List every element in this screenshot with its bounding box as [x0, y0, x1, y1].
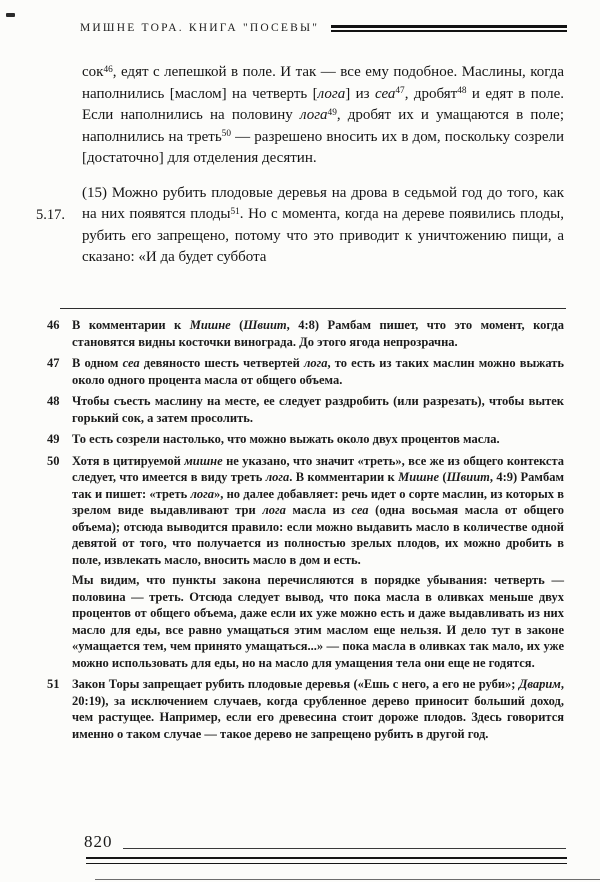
footnote-paragraph: Закон Торы запрещает рубить плодовые деревья («Ешь с него, а его не руби»; Дварим, 20:19), за исключением случаев, когда срубленное дерево приносит больший доход, чем растущее. Например, если его древесина стоит дороже плодов. Здесь говорится именно о таком случае — такое дерево не запрещено рубить в другой год.: [72, 677, 564, 741]
footnote-number: 49: [47, 432, 60, 446]
footnote-number: 46: [47, 318, 60, 332]
footnote-ref: 50: [221, 129, 231, 140]
scan-artifact: [95, 879, 600, 880]
footnote: [47, 676, 564, 742]
italic-term: лога: [303, 356, 328, 370]
italic-term: лога: [262, 503, 286, 517]
footnote-text: [72, 676, 564, 742]
footnote-paragraph: То есть созрели настолько, что можно выжать около двух процентов масла.: [72, 432, 500, 446]
footnote-number: 47: [47, 356, 60, 370]
paragraph: сок$^{46}$, едят с лепешкой в поле. И так — все ему подобное. Маслины, когда наполнились [маслом] на четверть [лога] из сеа$^{47}$, дробят$^{48}$ и едят в поле. Если наполнились на половину лога$^{49}$, дробят их и умащаются в поле; наполнились на треть$^{50}$ — разрешено вносить их в дом, поскольку созрели [достаточно] для отделения десятин.: [82, 64, 565, 166]
footnote-ref: 51: [230, 206, 240, 217]
italic-term: Дварим: [518, 677, 561, 691]
running-head: МИШНЕ ТОРА. КНИГА "ПОСЕВЫ": [80, 22, 320, 34]
footnote-paragraph: В комментарии к Мишне (Швиит, 4:8) Рамбам пишет, что это момент, когда становятся видны косточки винограда. До этого ягода непрозрачна.: [72, 318, 564, 349]
italic-term: Мишне: [398, 470, 440, 484]
footnote: [47, 317, 564, 350]
footnote-ref: 49: [327, 107, 337, 118]
italic-term: лога: [265, 470, 290, 484]
footer-double-rule: [86, 857, 567, 864]
footnote: [47, 393, 564, 426]
footnote: [47, 355, 564, 388]
section-marker: 5.17.: [36, 207, 65, 223]
italic-term: лога: [190, 486, 214, 501]
italic-term: мишне: [184, 453, 223, 468]
footnote-number: 50: [47, 453, 60, 468]
italic-term: лога: [299, 107, 328, 123]
italic-term: сеа: [122, 356, 140, 370]
italic-term: сеа: [351, 503, 369, 517]
footnote-paragraph: Хотя в цитируемой мишне не указано, что значит «треть», все же из общего контекста следует, что имеется в виду треть лога. В комментарии к Мишне (Швиит, 4:9) Рамбам так и пишет: «треть лога», но далее добавляет: речь идет о сорте маслин, из которых в зрелом виде выдавливают три лога масла из сеа (одна восьмая масла от общего объема); отсюда выводится правило: если можно выдавить масло в количестве одной девятой от того, что получается из полностью зрелых плодов, их можно дробить в поле, извлекать масло, вносить масло в дом и есть.: [72, 453, 564, 567]
italic-term: Швиит: [446, 470, 490, 484]
footnote-ref: 46: [103, 64, 113, 75]
footnote-paragraph: Мы видим, что пункты закона перечисляются в порядке убывания: четверть — половина — треть. Отсюда следует вывод, что пока масла в оливках меньше двух процентов от общего объема, даже если их уже можно есть и даже выдавливать из них масло для еды, все равно умащаться этим маслом еще нельзя. И дело тут в законе «умащается тем, чем принято умащаться...» — пока масла в оливках так мало, их уже можно использовать для еды, но на масло для умащения тела они еще не годятся.: [72, 573, 564, 670]
paragraph: (15) Можно рубить плодовые деревья на дрова в седьмой год до того, как на них появятся плоды$^{51}$. Но с момента, когда на дереве появились плоды, рубить его запрещено, потому что это приводит к уничтожению пищи, а сказано: «И да будет суббота: [82, 184, 564, 265]
page-footer: [84, 832, 566, 852]
footnote-text: [72, 453, 564, 672]
footnote: [47, 431, 564, 448]
footnote-paragraph: В одном сеа девяносто шесть четвертей лога, то есть из таких маслин можно выжать около одного процента масла от общего объема.: [72, 356, 564, 387]
footnotes-block: [47, 317, 564, 747]
italic-term: сеа: [374, 85, 396, 102]
footnote: [47, 453, 564, 672]
footnote-ref: 47: [395, 86, 405, 97]
footnote-paragraph: Чтобы съесть маслину на месте, ее следует раздробить (или разрезать), чтобы вытек горький сок, а затем просолить.: [72, 394, 564, 425]
main-text: [82, 62, 564, 269]
italic-term: лога: [317, 85, 346, 102]
footnote-text: [72, 317, 564, 350]
footnote-text: [72, 355, 564, 388]
page-number: 820: [84, 832, 113, 851]
header-rule: [331, 25, 567, 32]
footnote-number: 51: [47, 677, 60, 691]
italic-term: Мишне: [189, 318, 231, 332]
footnote-text: [72, 431, 564, 448]
scan-artifact: [6, 13, 15, 17]
footer-rule: [123, 848, 567, 849]
italic-term: Швиит: [243, 318, 287, 332]
footnote-number: 48: [47, 394, 60, 408]
footnote-text: [72, 393, 564, 426]
footnote-separator: [60, 308, 566, 309]
footnote-ref: 48: [457, 86, 467, 97]
page-header: [80, 22, 567, 34]
